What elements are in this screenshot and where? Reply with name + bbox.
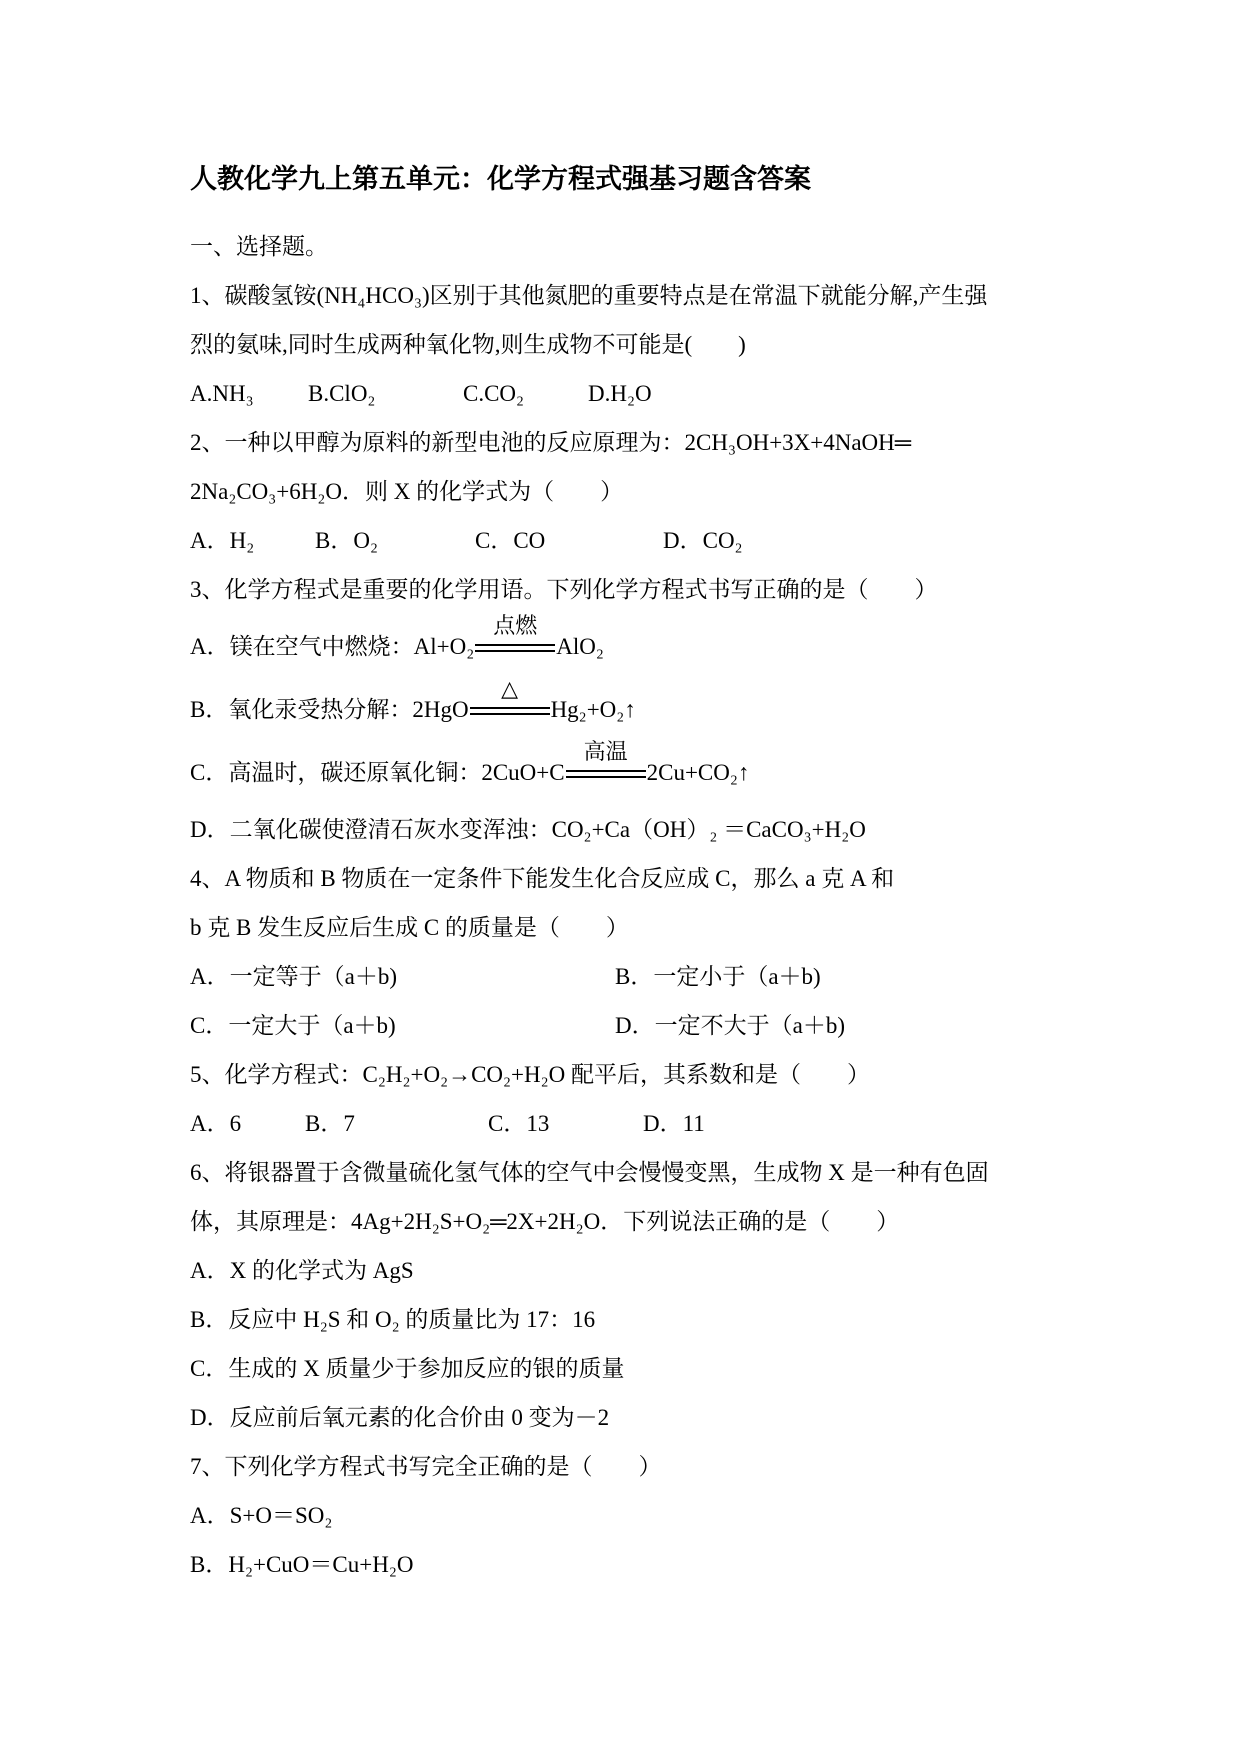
q1-stem-line1: 1、碳酸氢铵(NH₄HCO₃)区别于其他氮肥的重要特点是在常温下就能分解,产生强 — [190, 283, 988, 308]
reaction-condition: 点燃 — [475, 638, 555, 658]
q6-option-a: A．X 的化学式为 AgS — [190, 1258, 414, 1283]
q4-option-d: D．一定不大于（a＋b) — [615, 1013, 845, 1038]
reaction-condition: 高温 — [566, 764, 646, 784]
q7-option-a: A．S+O＝SO₂ — [190, 1503, 333, 1528]
q5-option-b: B．7 — [305, 1111, 355, 1136]
q3-option-d: D．二氧化碳使澄清石灰水变浑浊：CO₂+Ca（OH）₂ ＝CaCO₃+H₂O — [190, 817, 866, 842]
q2-option-d: D．CO₂ — [663, 528, 743, 553]
q2-options — [190, 516, 1070, 565]
q1-option-b: B.ClO₂ — [308, 381, 376, 406]
q2-stem-line2: 2Na₂CO₃+6H₂O．则 X 的化学式为（ ） — [190, 479, 624, 504]
q1-option-a: A.NH₃ — [190, 381, 254, 406]
document-title: 人教化学九上第五单元：化学方程式强基习题含答案 — [190, 164, 811, 195]
q4-option-b: B．一定小于（a＋b) — [615, 964, 821, 989]
q2-option-b: B．O₂ — [315, 528, 378, 553]
q7-stem: 7、下列化学方程式书写完全正确的是（ ） — [190, 1454, 662, 1479]
q6-stem-line1: 6、将银器置于含微量硫化氢气体的空气中会慢慢变黑，生成物 X 是一种有色固 — [190, 1160, 989, 1185]
q4-options-row1 — [190, 952, 1070, 1001]
section-heading: 一、选择题。 — [190, 234, 328, 259]
q5-options — [190, 1099, 1070, 1148]
q7-option-b: B．H₂+CuO＝Cu+H₂O — [190, 1552, 414, 1577]
q6-option-d: D．反应前后氧元素的化合价由 0 变为－2 — [190, 1405, 610, 1430]
q3-option-a: A．镁在空气中燃烧：Al+O₂ 点燃 AlO₂ — [190, 614, 604, 659]
q6-stem-line2: 体，其原理是：4Ag+2H₂S+O₂═2X+2H₂O．下列说法正确的是（ ） — [190, 1209, 900, 1234]
q4-stem-line1: 4、A 物质和 B 物质在一定条件下能发生化合反应成 C，那么 a 克 A 和 — [190, 866, 895, 891]
q2-stem-line1: 2、一种以甲醇为原料的新型电池的反应原理为：2CH₃OH+3X+4NaOH═ — [190, 430, 912, 455]
q5-option-d: D．11 — [643, 1111, 705, 1136]
q6-option-b: B．反应中 H₂S 和 O₂ 的质量比为 17：16 — [190, 1307, 596, 1332]
q1-option-c: C.CO₂ — [463, 381, 525, 406]
q3-option-c: C．高温时，碳还原氧化铜：2CuO+C 高温 2Cu+CO₂↑ — [190, 740, 750, 785]
q1-option-d: D.H₂O — [588, 381, 652, 406]
q6-option-c: C．生成的 X 质量少于参加反应的银的质量 — [190, 1356, 625, 1381]
q2-option-c: C．CO — [475, 528, 546, 553]
q3-option-b: B．氧化汞受热分解：2HgO △ Hg₂+O₂↑ — [190, 677, 636, 722]
q1-options — [190, 369, 1070, 418]
q3-stem: 3、化学方程式是重要的化学用语。下列化学方程式书写正确的是（ ） — [190, 577, 938, 602]
q2-option-a: A．H₂ — [190, 528, 255, 553]
q5-stem: 5、化学方程式：C₂H₂+O₂→CO₂+H₂O 配平后，其系数和是（ ） — [190, 1062, 871, 1087]
q4-option-c: C．一定大于（a＋b) — [190, 1013, 396, 1038]
q4-stem-line2: b 克 B 发生反应后生成 C 的质量是（ ） — [190, 915, 629, 940]
q1-stem-line2: 烈的氨味,同时生成两种氧化物,则生成物不可能是( ) — [190, 332, 746, 357]
document-page — [190, 160, 1070, 1589]
q5-option-a: A．6 — [190, 1111, 242, 1136]
q4-options-row2 — [190, 1001, 1070, 1050]
reaction-condition: △ — [470, 701, 550, 721]
q5-option-c: C．13 — [488, 1111, 550, 1136]
q4-option-a: A．一定等于（a＋b) — [190, 964, 397, 989]
